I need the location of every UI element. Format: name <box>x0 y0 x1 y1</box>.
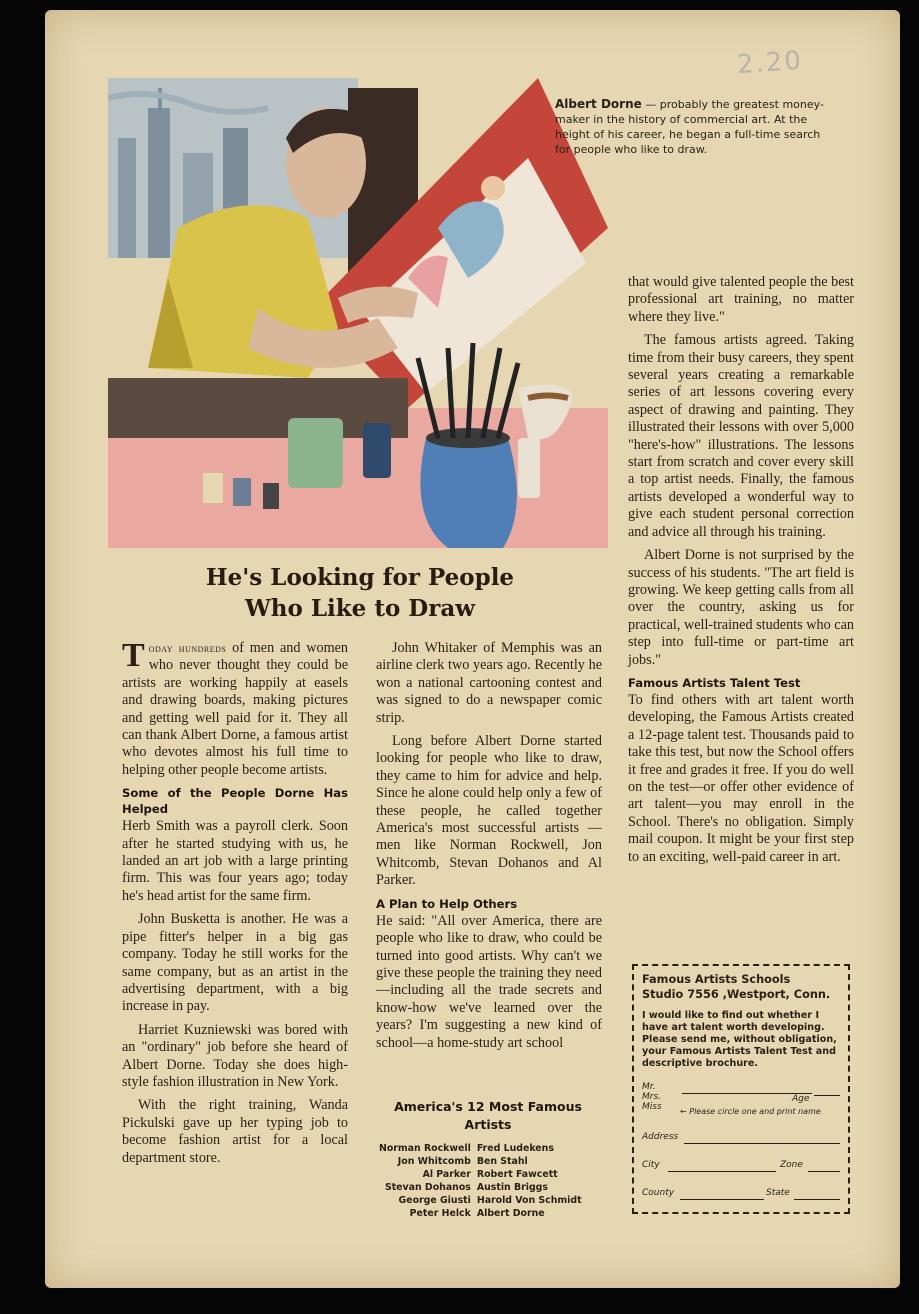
col3-subhead: Famous Artists Talent Test <box>628 675 801 690</box>
age-line[interactable] <box>814 1095 840 1096</box>
artists-table <box>376 1142 585 1220</box>
artist-name: Al Parker <box>422 1169 471 1180</box>
county-label: County <box>642 1188 675 1198</box>
artists-row <box>376 1168 585 1181</box>
article-column-3 <box>628 274 854 872</box>
coupon-request-text: I would like to find out whether I have art talent worth developing. Please send me, without obligation, your Famous Artists Talent Test and descriptive brochure. <box>642 1010 837 1069</box>
headline <box>160 562 560 624</box>
artist-name: Albert Dorne <box>476 1208 545 1219</box>
artist-name: Stevan Dohanos <box>384 1182 471 1193</box>
article-column-1 <box>122 637 348 1173</box>
artist-name: Harold Von Schmidt <box>476 1195 582 1206</box>
col2-paragraph-3: He said: "All over America, there are people who like to draw, who could be turned into good artists. Why can't we give these people the training they need—including all the trade secrets and know-how we've learned over the years? I'm suggesting a new kind of school—a home-study art school <box>376 912 602 1051</box>
drop-cap: T <box>122 637 145 674</box>
address-line[interactable] <box>684 1143 840 1144</box>
col3-paragraph-3: Albert Dorne is not surprised by the success of his students. "The art field is growing. We keep getting calls from all over the country, asking us for practical, well-trained students who can step into full-time or part-time art jobs." <box>628 547 854 668</box>
salutation-mr[interactable]: Mr. <box>642 1082 656 1092</box>
zone-label: Zone <box>780 1160 803 1170</box>
coupon-studio-address: Studio 7556 ,Westport, Conn. <box>642 988 831 1001</box>
col2-subhead: A Plan to Help Others <box>376 896 518 911</box>
artists-row <box>376 1155 585 1168</box>
caption-text: — probably the greatest money-maker in the history of commercial art. At the height of his career, he began a full-time search for people who like to draw. <box>555 98 824 156</box>
address-label: Address <box>642 1132 679 1142</box>
artists-row <box>376 1142 585 1155</box>
artist-illustration <box>108 78 608 548</box>
artist-name: Jon Whitcomb <box>397 1156 471 1167</box>
col1-p1-text: of men and women who never thought they could be artists are working happily at easels and drawing boards, making pictures and getting well paid for it. They all can thank Albert Dorne, a famous artist who devotes almost his full time to helping other people become artists. <box>122 640 348 778</box>
coupon-county-field[interactable] <box>642 1188 840 1202</box>
circle-note: ← Please circle one and print name <box>680 1107 821 1116</box>
salutation-miss[interactable]: Miss <box>642 1102 662 1112</box>
col3-paragraph-1: that would give talented people the best professional art training, no matter where they live." <box>628 274 854 325</box>
col1-paragraph-2: Herb Smith was a payroll clerk. Soon after he started studying with us, he landed an art job with a large printing firm. This was four years ago; today he's head artist for the same firm. <box>122 818 348 904</box>
city-label: City <box>642 1160 660 1170</box>
pencil-price-mark: 2.20 <box>736 45 804 81</box>
col1-paragraph-1 <box>122 637 348 779</box>
coupon-city-field[interactable] <box>642 1160 840 1174</box>
zone-line[interactable] <box>808 1171 840 1172</box>
artist-name: Norman Rockwell <box>379 1143 471 1154</box>
col3-paragraph-4: To find others with art talent worth developing, the Famous Artists created a 12-page talent test. Thousands paid to take this test, but now the School offers it free and grades it free. If you do well on the test—or offer other evidence of art talent—you may enroll in the School. There's no obligation. Simply mail coupon. It might be your first step to an exciting, well-paid career in art. <box>628 691 854 865</box>
state-label: State <box>766 1188 790 1198</box>
artist-name: Robert Fawcett <box>476 1169 558 1180</box>
circle-note-text: Please circle one and print name <box>689 1107 821 1116</box>
headline-line-2: Who Like to Draw <box>244 595 476 622</box>
artist-name: Peter Helck <box>409 1208 471 1219</box>
col1-paragraph-3: John Busketta is another. He was a pipe fitter's helper in a big gas company. Today he still works for the same company, but as an artist in the advertising department, with a big increase in pay. <box>122 911 348 1015</box>
col1-subhead: Some of the People Dorne Has Helped <box>122 786 348 817</box>
artist-name: George Giusti <box>398 1195 471 1206</box>
salutation-mrs[interactable]: Mrs. <box>642 1092 662 1102</box>
artists-row <box>376 1194 585 1207</box>
coupon-school-name: Famous Artists Schools <box>642 973 791 986</box>
caption-name: Albert Dorne <box>555 97 642 111</box>
artist-name: Austin Briggs <box>476 1182 548 1193</box>
article-column-2 <box>376 640 602 1058</box>
col2-paragraph-1: John Whitaker of Memphis was an airline clerk two years ago. Recently he won a national cartooning contest and was signed to do a newspaper comic strip. <box>376 640 602 726</box>
county-line[interactable] <box>680 1199 764 1200</box>
age-label: Age <box>792 1094 810 1104</box>
col2-paragraph-2: Long before Albert Dorne started looking for people who like to draw, they came to him for advice and help. Since he alone could help only a few of these people, he called together America's most successful artists —men like Norman Rockwell, Jon Whitcomb, Stevan Dohanos and Al Parker. <box>376 733 602 889</box>
artist-name: Fred Ludekens <box>476 1143 554 1154</box>
artist-name: Ben Stahl <box>476 1156 528 1167</box>
coupon-address-field[interactable] <box>642 1132 840 1146</box>
city-line[interactable] <box>668 1171 776 1172</box>
coupon-name-field[interactable] <box>642 1082 840 1122</box>
lead-small-caps: oday hundreds <box>148 641 227 655</box>
state-line[interactable] <box>794 1199 840 1200</box>
headline-line-1: He's Looking for People <box>205 564 515 591</box>
artists-row <box>376 1181 585 1194</box>
famous-artists-list <box>372 1098 604 1220</box>
artists-row <box>376 1207 585 1220</box>
col1-paragraph-4: Harriet Kuzniewski was bored with an "ordinary" job before she heard of Albert Dorne. Today she does high-style fashion illustration in New York. <box>122 1021 348 1090</box>
col3-paragraph-2: The famous artists agreed. Taking time from their busy careers, they spent several years creating a remarkable series of art lessons covering every aspect of drawing and painting. They illustrated their lessons with over 5,000 "here's-how" illustrations. The lessons start from scratch and cover every skill a top artist needs. Finally, the famous artists developed a wonderful way to give each student personal correction and advice all through his training. <box>628 332 854 540</box>
illustration-caption <box>555 97 825 157</box>
mail-in-coupon[interactable] <box>632 964 850 1214</box>
col1-paragraph-5: With the right training, Wanda Pickulski gave up her typing job to become fashion artist for a local department store. <box>122 1097 348 1166</box>
artists-list-title: America's 12 Most Famous Artists <box>394 1099 582 1132</box>
